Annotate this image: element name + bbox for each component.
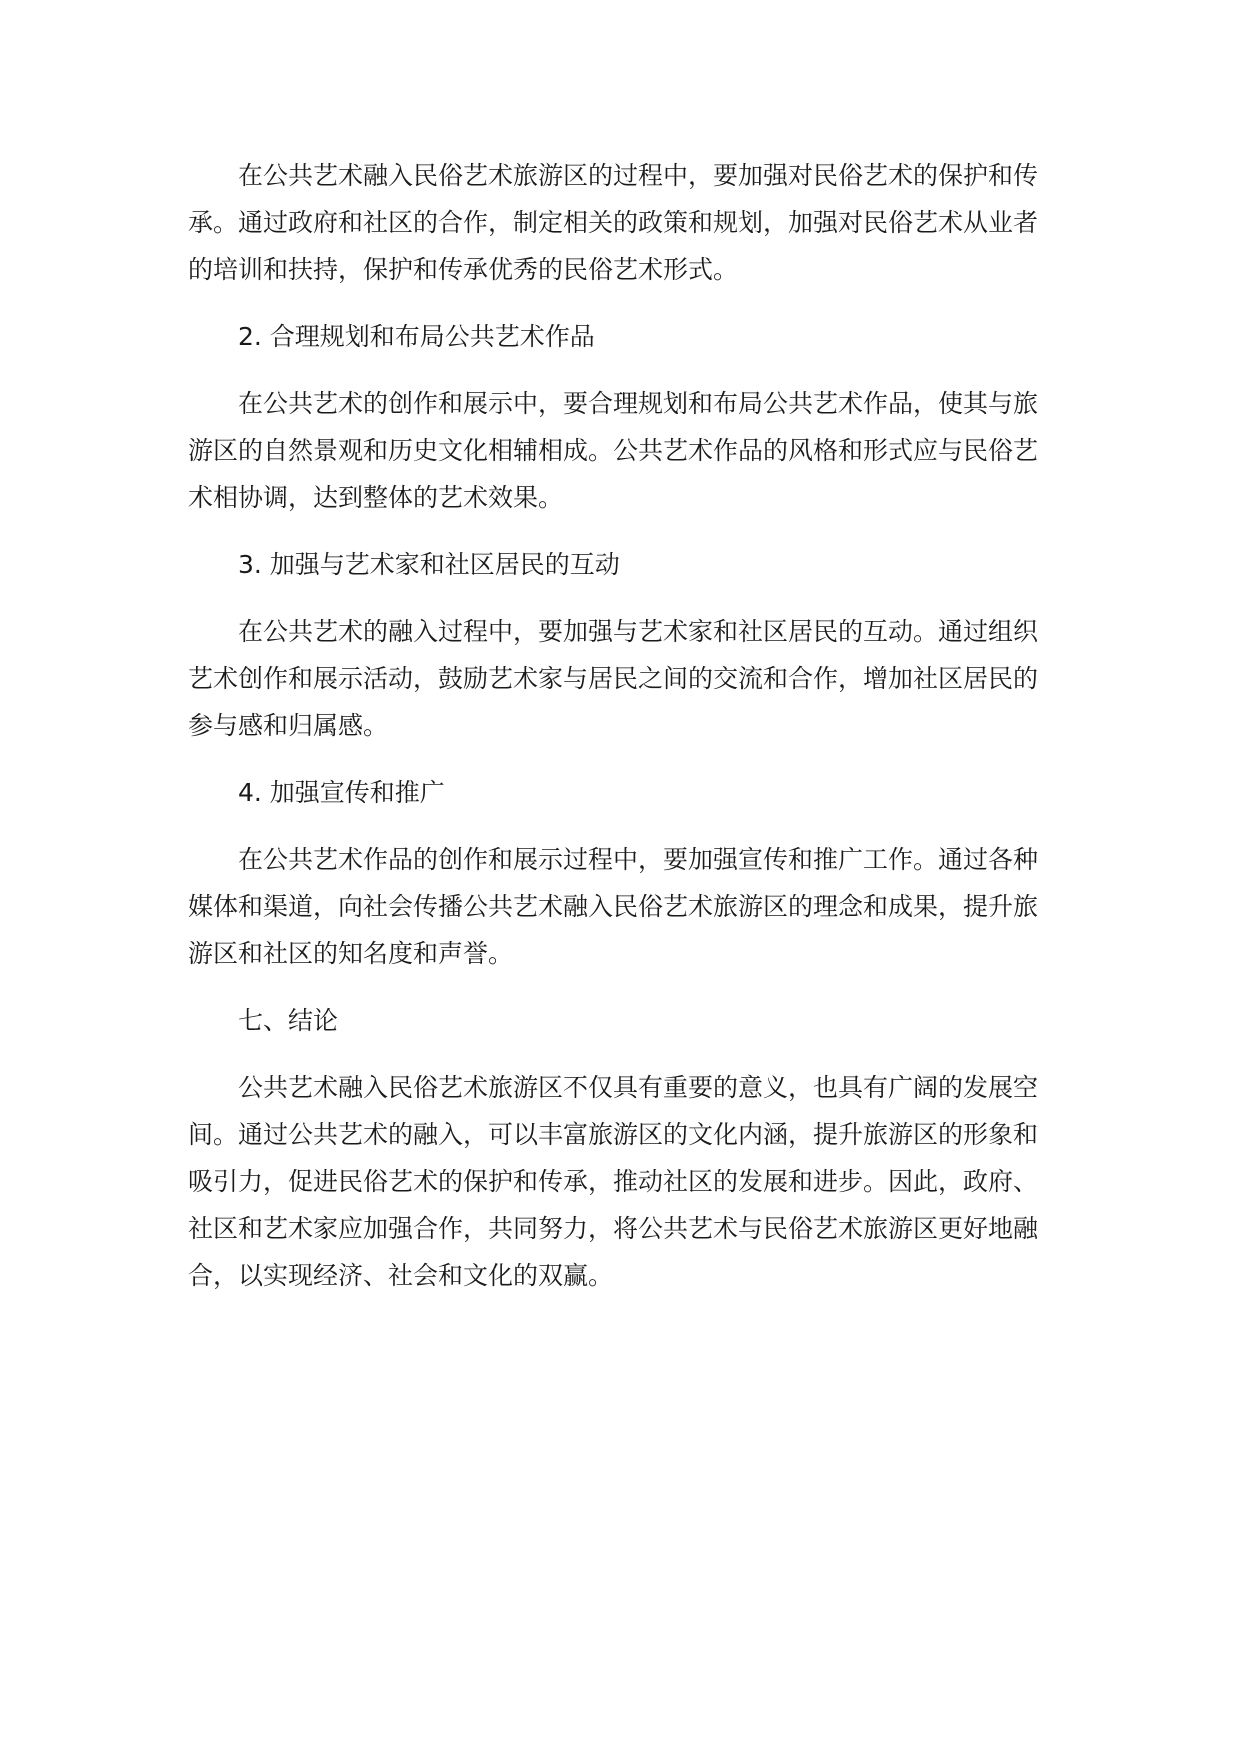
section-heading-4: 4. 加强宣传和推广 [238, 778, 445, 807]
section-heading-3: 3. 加强与艺术家和社区居民的互动 [238, 550, 620, 579]
paragraph-interaction: 在公共艺术的融入过程中，要加强与艺术家和社区居民的互动。通过组织艺术创作和展示活动，鼓励艺术家与居民之间的交流和合作，增加社区居民的参与感和归属感。 [188, 617, 1039, 740]
paragraph-folk-art-protection: 在公共艺术融入民俗艺术旅游区的过程中，要加强对民俗艺术的保护和传承。通过政府和社区的合作，制定相关的政策和规划，加强对民俗艺术从业者的培训和扶持，保护和传承优秀的民俗艺术形式。 [188, 161, 1039, 284]
paragraph-conclusion: 公共艺术融入民俗艺术旅游区不仅具有重要的意义，也具有广阔的发展空间。通过公共艺术的融入，可以丰富旅游区的文化内涵，提升旅游区的形象和吸引力，促进民俗艺术的保护和传承，推动社区的发展和进步。因此，政府、社区和艺术家应加强合作，共同努力，将公共艺术与民俗艺术旅游区更好地融合，以实现经济、社会和文化的双赢。 [188, 1073, 1039, 1290]
paragraph-promotion: 在公共艺术作品的创作和展示过程中，要加强宣传和推广工作。通过各种媒体和渠道，向社会传播公共艺术融入民俗艺术旅游区的理念和成果，提升旅游区和社区的知名度和声誉。 [188, 845, 1039, 968]
document-body [188, 152, 1038, 1319]
paragraph-planning-layout: 在公共艺术的创作和展示中，要合理规划和布局公共艺术作品，使其与旅游区的自然景观和历史文化相辅相成。公共艺术作品的风格和形式应与民俗艺术相协调，达到整体的艺术效果。 [188, 389, 1039, 512]
section-heading-2: 2. 合理规划和布局公共艺术作品 [238, 322, 595, 351]
section-heading-conclusion: 七、结论 [238, 1006, 339, 1035]
